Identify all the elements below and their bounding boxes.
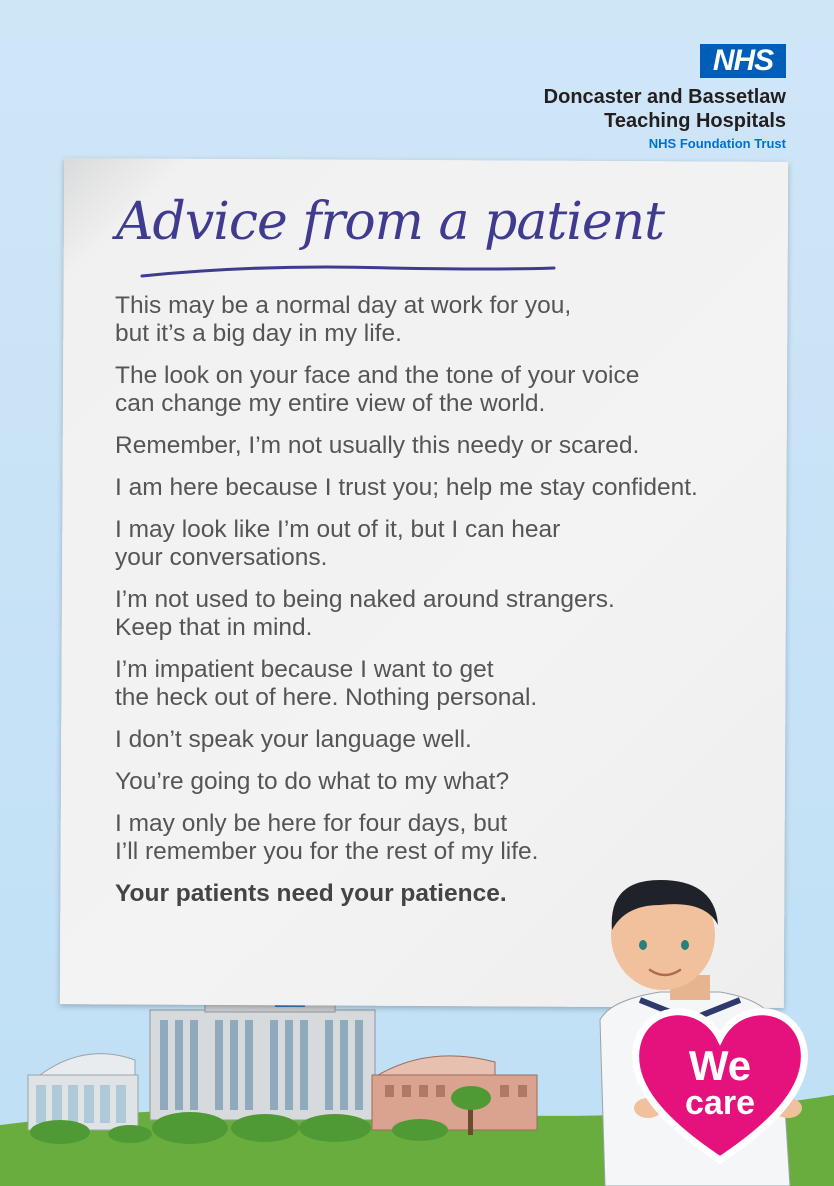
org-name-line1: Doncaster and Bassetlaw — [543, 86, 786, 108]
advice-item: I may look like I’m out of it, but I can hear your conversations. — [115, 516, 561, 571]
advice-item: I am here because I trust you; help me stay confident. — [115, 474, 698, 501]
advice-item: I’m impatient because I want to get the heck out of here. Nothing personal. — [115, 656, 538, 711]
advice-item: I’m not used to being naked around strangers. Keep that in mind. — [115, 586, 615, 641]
closing-statement: Your patients need your patience. — [115, 880, 507, 907]
advice-item: I don’t speak your language well. — [115, 726, 472, 753]
org-name-line3: NHS Foundation Trust — [648, 136, 786, 151]
page-title: Advice from a patient — [116, 192, 665, 252]
advice-item: Remember, I’m not usually this needy or scared. — [115, 432, 640, 459]
advice-item: This may be a normal day at work for you, but it’s a big day in my life. — [115, 292, 572, 347]
advice-item: You’re going to do what to my what? — [115, 768, 510, 795]
badge-line2: care — [685, 1084, 755, 1122]
badge-line1: We — [688, 1042, 752, 1089]
advice-item: I may only be here for four days, but I’ll remember you for the rest of my life. — [115, 810, 539, 865]
org-name-line2: Teaching Hospitals — [604, 110, 786, 132]
advice-item: The look on your face and the tone of your voice can change my entire view of the world. — [115, 362, 640, 417]
nhs-logo: NHS — [700, 44, 786, 78]
